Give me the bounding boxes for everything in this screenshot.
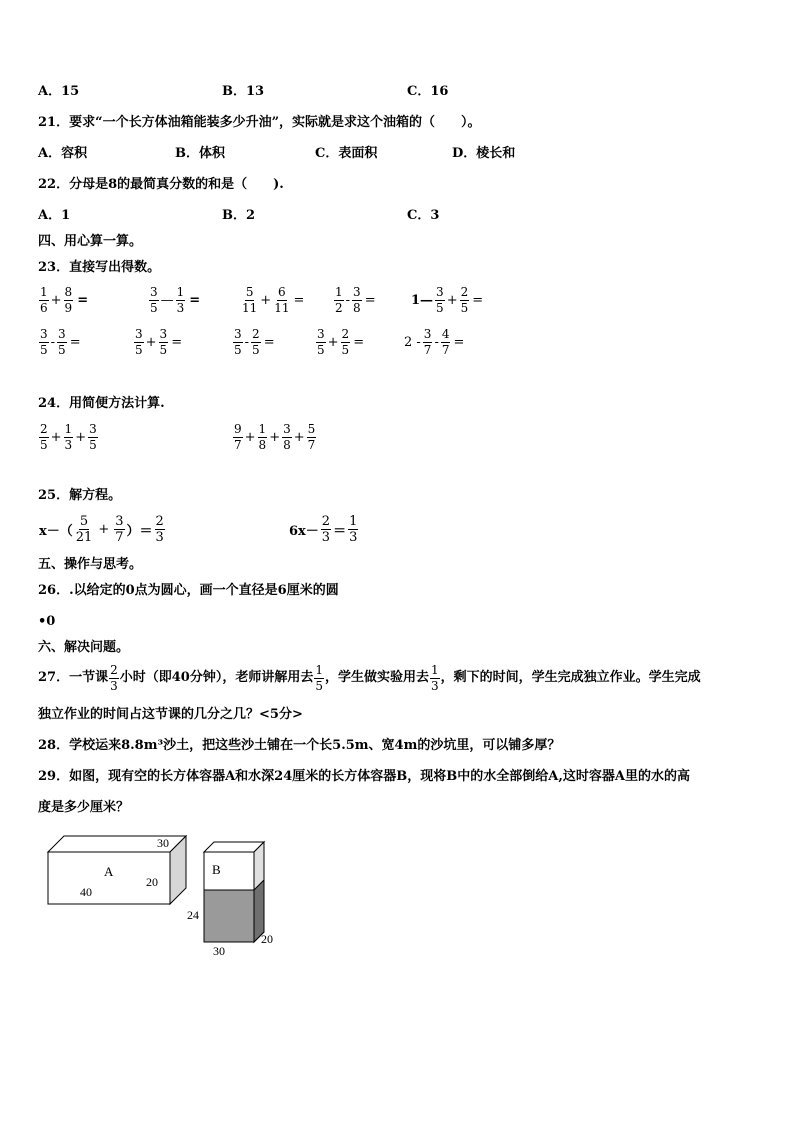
q24-expr-1: $\frac{2}{5}$ + $\frac{1}{3}$ + $\frac{3}{5}$ bbox=[40, 422, 97, 452]
q21-text: 21．要求“一个长方体油箱能装多少升油”，实际就是求这个油箱的（ ）。 bbox=[38, 115, 481, 130]
fraction: $\frac{3}{5}$ bbox=[234, 327, 242, 357]
container-b bbox=[187, 842, 273, 958]
fraction: $\frac{2}{3}$ bbox=[110, 662, 118, 693]
q20-option-a: A．15 bbox=[38, 84, 80, 99]
fraction: $\frac{3}{5}$ bbox=[89, 422, 97, 452]
fraction: $\frac{3}{5}$ bbox=[317, 327, 325, 357]
fraction: $\frac{3}{5}$ bbox=[150, 285, 158, 315]
fraction: $\frac{1}{3}$ bbox=[176, 285, 185, 315]
q21-option-b: B．体积 bbox=[175, 146, 225, 161]
q23-expr-r1-3: $\frac{5}{11}$ + $\frac{6}{11}$ = bbox=[242, 285, 305, 315]
fraction: $\frac{3}{5}$ bbox=[135, 327, 143, 357]
fraction: $\frac{2}{5}$ bbox=[252, 327, 260, 357]
fraction: $\frac{1}{6}$ bbox=[40, 285, 48, 315]
q25-equation-1: x－（ $\frac{5}{21}$ + $\frac{3}{7}$ ）＝ $\frac{2}{3}$ bbox=[39, 514, 164, 545]
fraction: $\frac{3}{7}$ bbox=[115, 514, 124, 545]
fraction: $\frac{1}{3}$ bbox=[430, 662, 439, 693]
q24-text: 24．用简便方法计算. bbox=[38, 396, 165, 411]
fraction: $\frac{2}{5}$ bbox=[460, 285, 469, 315]
q23-expr-r2-5: 2 - $\frac{3}{7}$ - $\frac{4}{7}$ = bbox=[404, 327, 465, 357]
fraction: $\frac{2}{5}$ bbox=[341, 327, 350, 357]
fraction: $\frac{1}{8}$ bbox=[258, 422, 267, 452]
container-b-label: B bbox=[212, 862, 221, 877]
fraction: $\frac{1}{3}$ bbox=[64, 422, 73, 452]
container-b-water bbox=[204, 890, 254, 942]
q23-expr-r2-4: $\frac{3}{5}$ + $\frac{2}{5}$ = bbox=[317, 327, 365, 357]
fraction: $\frac{5}{7}$ bbox=[307, 422, 316, 452]
fraction: $\frac{5}{21}$ bbox=[75, 514, 93, 545]
q21-option-a: A．容积 bbox=[38, 146, 88, 161]
fraction: $\frac{8}{9}$ bbox=[64, 285, 73, 315]
q21-option-c: C．表面积 bbox=[315, 146, 378, 161]
q27-line-2: 独立作业的时间占这节课的几分之几？<5分> bbox=[38, 707, 303, 722]
q20-option-c: C．16 bbox=[407, 84, 449, 99]
q27-line-1: 27．一节课 $\frac{2}{3}$ 小时（即40分钟），老师讲解用去 $\frac{1}{5}$ ，学生做实验用去 $\frac{1}{3}$ ，剩下的时间，学生完成独立作业。学生完成 bbox=[38, 662, 701, 693]
q23-expr-r2-2: $\frac{3}{5}$ + $\frac{3}{5}$ = bbox=[135, 327, 183, 357]
fraction: $\frac{2}{3}$ bbox=[155, 514, 164, 545]
q28-text: 28．学校运来8.8m³沙土，把这些沙土铺在一个长5.5m、宽4m的沙坑里，可以铺多厚？ bbox=[38, 738, 561, 753]
q22-option-c: C．3 bbox=[407, 208, 440, 223]
container-b-width: 20 bbox=[261, 932, 273, 946]
container-a-height: 20 bbox=[146, 875, 158, 889]
q22-text: 22．分母是8的最简真分数的和是（ ). bbox=[38, 177, 284, 192]
fraction: $\frac{3}{5}$ bbox=[58, 327, 66, 357]
q26-center-point: •0 bbox=[38, 614, 56, 629]
container-a-label: A bbox=[104, 864, 114, 879]
fraction: $\frac{3}{7}$ bbox=[423, 327, 432, 357]
q29-line-2: 度是多少厘米？ bbox=[38, 800, 130, 815]
fraction: $\frac{2}{3}$ bbox=[321, 514, 331, 545]
q22-option-a: A．1 bbox=[38, 208, 71, 223]
q23-expr-r1-2: $\frac{3}{5}$ — $\frac{1}{3}$ = bbox=[150, 285, 201, 315]
q23-expr-r1-5: 1— $\frac{3}{5}$ + $\frac{2}{5}$ = bbox=[411, 285, 484, 315]
containers-figure bbox=[40, 830, 300, 960]
q29-line-1: 29．如图，现有空的长方体容器A和水深24厘米的长方体容器B，现将B中的水全部倒给A,这时容器A里的水的高 bbox=[38, 769, 690, 784]
fraction: $\frac{1}{2}$ bbox=[335, 285, 343, 315]
section-4-heading: 四、用心算一算。 bbox=[38, 234, 143, 249]
q26-text: 26．.以给定的0点为圆心，画一个直径是6厘米的圆 bbox=[38, 583, 339, 598]
q23-expr-r1-1: $\frac{1}{6}$ + $\frac{8}{9}$ = bbox=[40, 285, 89, 315]
q23-text: 23．直接写出得数。 bbox=[38, 260, 161, 275]
q23-expr-r2-3: $\frac{3}{5}$ - $\frac{2}{5}$ = bbox=[234, 327, 275, 357]
fraction: $\frac{2}{5}$ bbox=[40, 422, 48, 452]
container-b-length: 30 bbox=[213, 944, 225, 958]
q20-option-b: B．13 bbox=[222, 84, 265, 99]
fraction: $\frac{1}{3}$ bbox=[349, 514, 358, 545]
q21-option-d: D．棱长和 bbox=[452, 146, 516, 161]
section-5-heading: 五、操作与思考。 bbox=[38, 557, 143, 572]
fraction: $\frac{3}{5}$ bbox=[159, 327, 168, 357]
fraction: $\frac{3}{8}$ bbox=[353, 285, 361, 315]
container-a-length: 40 bbox=[80, 885, 92, 899]
q23-expr-r2-1: $\frac{3}{5}$ - $\frac{3}{5}$ = bbox=[40, 327, 81, 357]
fraction: $\frac{3}{5}$ bbox=[40, 327, 48, 357]
section-6-heading: 六、解决问题。 bbox=[38, 640, 130, 655]
container-a-width: 30 bbox=[157, 836, 169, 850]
fraction: $\frac{6}{11}$ bbox=[274, 285, 290, 315]
q23-expr-r1-4: $\frac{1}{2}$ - $\frac{3}{8}$ = bbox=[335, 285, 376, 315]
fraction: $\frac{9}{7}$ bbox=[234, 422, 242, 452]
q24-expr-2: $\frac{9}{7}$ + $\frac{1}{8}$ + $\frac{3}{8}$ + $\frac{5}{7}$ bbox=[234, 422, 316, 452]
fraction: $\frac{1}{5}$ bbox=[315, 662, 323, 693]
q22-option-b: B．2 bbox=[222, 208, 256, 223]
container-b-water-depth: 24 bbox=[187, 908, 199, 922]
fraction: $\frac{4}{7}$ bbox=[441, 327, 450, 357]
fraction: $\frac{3}{8}$ bbox=[283, 422, 291, 452]
fraction: $\frac{5}{11}$ bbox=[242, 285, 258, 315]
q25-text: 25．解方程。 bbox=[38, 488, 122, 503]
q25-equation-2: 6x－ $\frac{2}{3}$ ＝ $\frac{1}{3}$ bbox=[289, 514, 358, 545]
fraction: $\frac{3}{5}$ bbox=[436, 285, 444, 315]
container-a bbox=[48, 836, 186, 904]
